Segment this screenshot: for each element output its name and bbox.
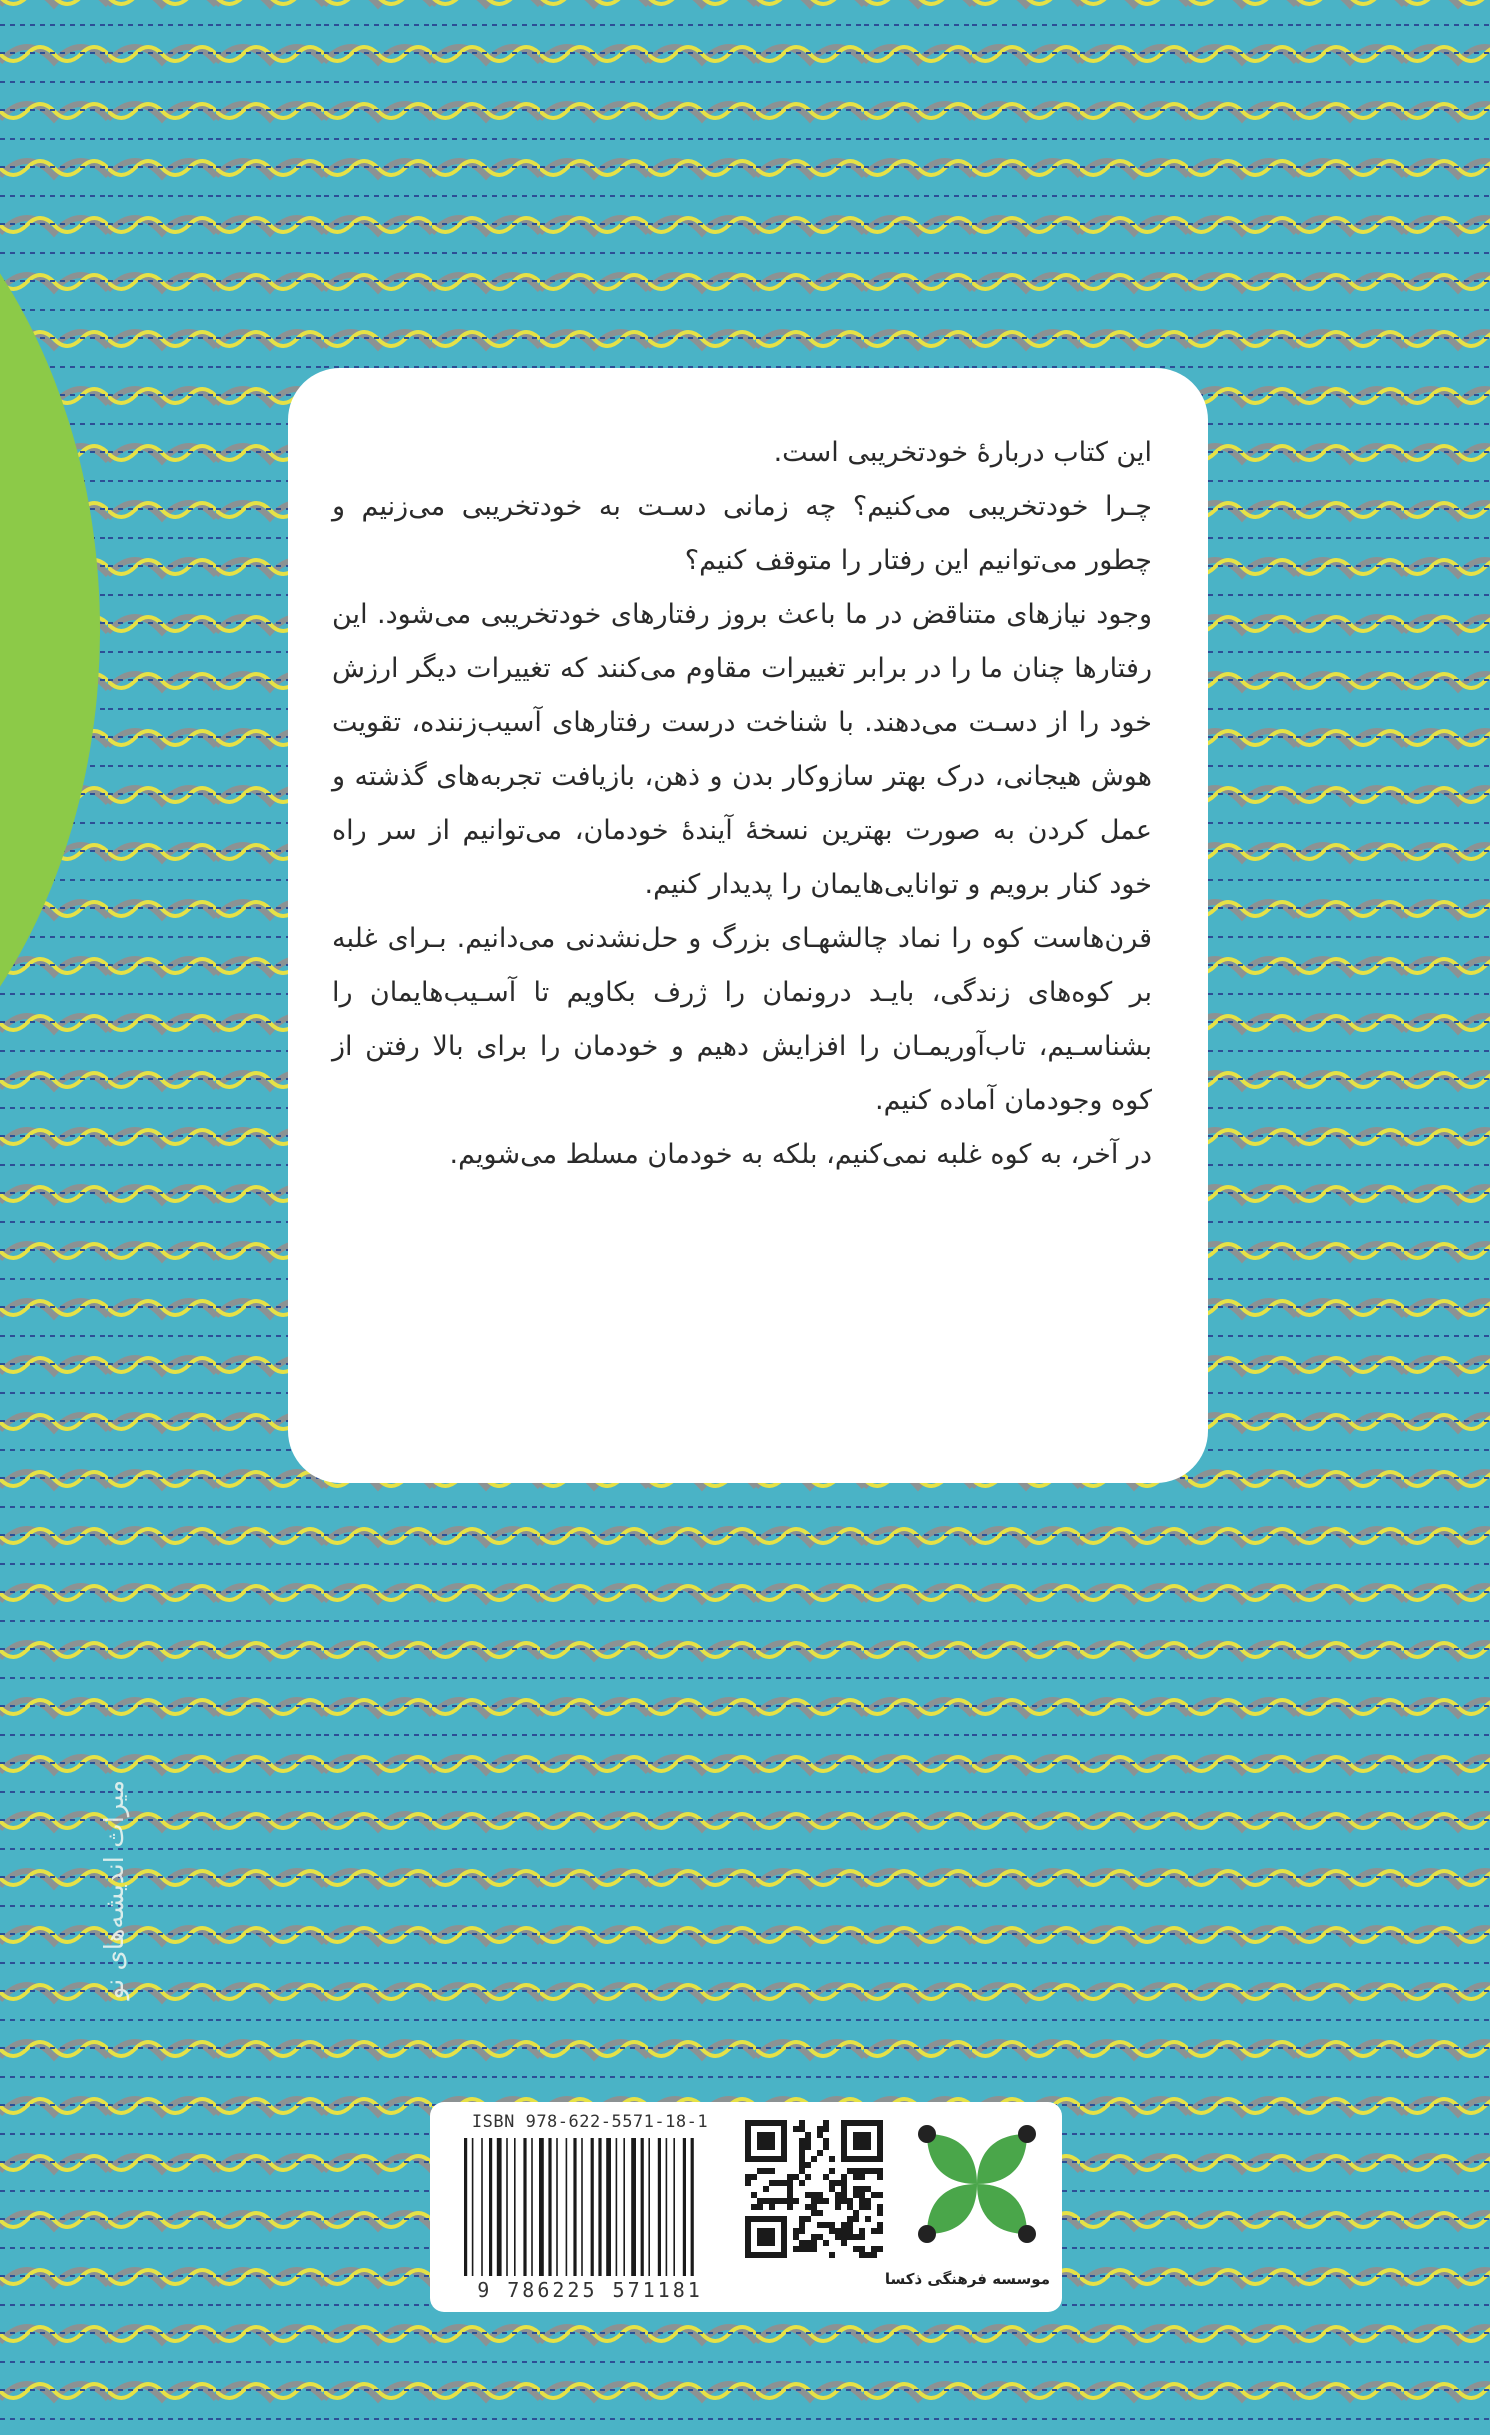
blurb-paragraph-4: قرن‌هاست کوه را نماد چالشهـای بزرگ و حل‌نشدنی می‌دانیم. بـرای غلبه بر کوه‌های زندگی، بایـد درونمان را ژرف بکاویم تا آسـیب‌هایمان را بشناسـیم، تاب‌آوریمـان را افزایش دهیم و خودمان را برای بالا رفتن از کوه وجودمان آماده کنیم. bbox=[332, 923, 1152, 1116]
barcode-digits: 9 786225 571181 bbox=[477, 2278, 703, 2302]
series-logo-text: میراث اندیشه‌های نو bbox=[100, 1780, 130, 2000]
back-info-block bbox=[430, 2102, 1062, 2312]
blurb-paragraph-2: چـرا خودتخریبی می‌کنیم؟ چه زمانی دسـت به خودتخریبی می‌زنیم و چطور می‌توانیم این رفتار را متوقف کنیم؟ bbox=[332, 491, 1152, 576]
publisher-logo bbox=[884, 2112, 1050, 2302]
barcode-bars bbox=[460, 2138, 720, 2276]
barcode bbox=[450, 2112, 730, 2302]
qr-code-icon bbox=[745, 2120, 883, 2258]
isbn-label: ISBN 978-622-5571-18-1 bbox=[471, 2112, 709, 2132]
blurb-paragraph-5: در آخر، به کوه غلبه نمی‌کنیم، بلکه به خودمان مسلط می‌شویم. bbox=[449, 1139, 1152, 1170]
publisher-name: موسسه فرهنگی ذکسا bbox=[884, 2270, 1050, 2288]
blurb-paragraph-1: این کتاب دربارهٔ خودتخریبی است. bbox=[773, 437, 1152, 468]
publisher-leaf-icon bbox=[905, 2112, 1050, 2262]
blurb-paragraph-3: وجود نیازهای متناقض در ما باعث بروز رفتارهای خودتخریبی می‌شود. این رفتارها چنان ما را در برابر تغییرات مقاوم می‌کنند که تغییرات دیگر ارزش خود را از دسـت می‌دهند. با شناخت درست رفتارهای آسیب‌زننده، تقویت هوش هیجانی، درک بهتر سازوکار بدن و ذهن، بازیافت تجربه‌های گذشته و عمل کردن به صورت بهترین نسخهٔ آیندهٔ خودمان، می‌توانیم از سر راه خود کنار برویم و توانایی‌هایمان را پدیدار کنیم. bbox=[332, 599, 1152, 900]
blurb-panel bbox=[288, 368, 1208, 1483]
